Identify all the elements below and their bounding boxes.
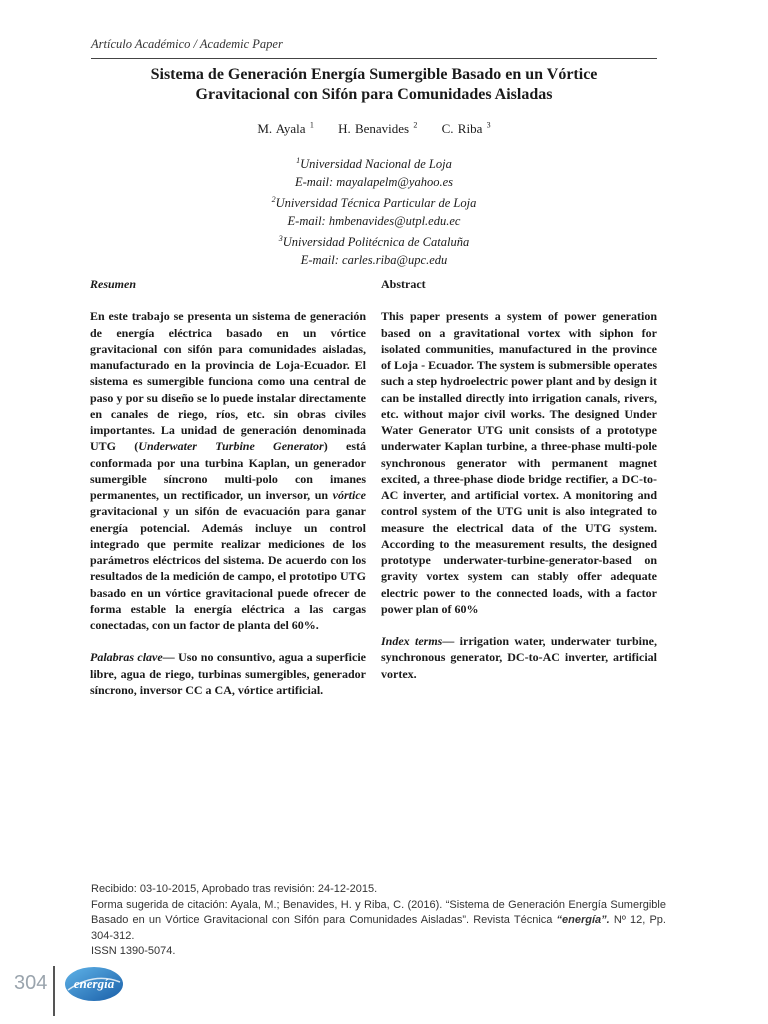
affiliation-text: Universidad Politécnica de Cataluña — [282, 235, 470, 250]
affiliation-sup: 2 — [271, 194, 276, 204]
abstract-body: This paper presents a system of power generation based on a gravitational vortex with siphon for isolated communities, manufactured in the province of Loja - Ecuador. The system is submersible operates such a step hydroelectric power plant and by design it can be installed directly into irrigation canals, rivers, etc. without major civil works. The designed Under Water Generator UTG unit consists of a prototype underwater Kaplan turbine, a three-phase multi-pole synchronous generator with permanent magnet excited, a three-phase diode bridge rectifier, a DC-to-AC inverter, and artificial vortex. A monitoring and control system of the UTG unit is also integrated to measure the electrical data of the UTG system. According to the measurement results, the designed prototype underwater-turbine-generator-based on gravity vortex system can stably offer adequate electric power to the connected loads, with a factor power plan of 60% — [381, 309, 657, 616]
header-rule — [91, 58, 657, 59]
resumen-text: ) está conformada por una turbina Kaplan, un generador sumergible síncrono multi-polo con imanes permanentes, un rectificador, un inversor, un — [90, 439, 366, 502]
paper-title — [91, 65, 657, 105]
issn: ISSN 1390-5074. — [91, 945, 176, 957]
resumen-heading: Resumen — [90, 277, 137, 291]
author-1 — [257, 121, 313, 136]
header-label: Artículo Académico / Academic Paper — [91, 37, 283, 51]
affiliations — [91, 152, 657, 269]
resumen-text: En este trabajo se presenta un sistema de generación de energía eléctrica basado en un vórtice gravitacional con sifón para comunidades aisladas, manufacturado en la provincia de Loja-Ecuador. El sistema es sumergible funciona como una central de paso y por su diseño se lo puede instalar directamente en canales de riego, ríos, etc. sin obras civiles importantes. La unidad de generación denominada UTG ( — [90, 309, 366, 454]
citation — [91, 898, 666, 945]
citation-text: Nº 12, Pp. 304-312. — [91, 914, 666, 942]
affiliation-3 — [91, 230, 657, 252]
author-3 — [442, 121, 491, 136]
email-1: E-mail: mayalapelm@yahoo.es — [295, 174, 453, 189]
resumen-italic: vórtice — [332, 488, 366, 502]
affiliation-1 — [91, 152, 657, 174]
affiliation-text: Universidad Nacional de Loja — [300, 157, 452, 172]
resumen-column — [90, 276, 366, 714]
keywords-text: Uso no consuntivo, agua a superficie libre, agua de riego, turbinas sumergibles, generador síncrono, inversor CC a CA, vórtice artificial. — [90, 650, 366, 697]
citation-journal: “energía”. — [556, 914, 610, 926]
keywords-label: Index terms— — [381, 634, 455, 648]
footer-notes — [91, 882, 666, 960]
abstract-column — [381, 276, 657, 698]
title-line-1: Sistema de Generación Energía Sumergible Basado en un Vórtice — [150, 66, 598, 83]
author-2 — [338, 121, 417, 136]
energia-logo-icon — [62, 964, 126, 1004]
author-sup: 1 — [309, 121, 314, 130]
affiliation-2 — [91, 191, 657, 213]
logo-text: energía — [73, 976, 115, 991]
author-sup: 2 — [413, 121, 418, 130]
citation-text: Forma sugerida de citación: Ayala, M.; Benavides, H. y Riba, C. (2016). “Sistema de Generación Energía Sumergible Basado en un Vórtice Gravitacional con Sifón para Comunidades Aisladas”. Revista Técnica — [91, 898, 666, 926]
email-2: E-mail: hmbenavides@utpl.edu.ec — [287, 213, 461, 228]
resumen-text: gravitacional y un sifón de evacuación para ganar energía potencial. Además incluye un control integrado que permite realizar mediciones de los parámetros eléctricos del sistema. De acuerdo con los resultados de la medición de campo, el prototipo UTG basado en un vórtice gravitacional puede ofrecer de forma estable la energía eléctrica a las cargas conectadas, con un factor de planta del 60%. — [90, 504, 366, 632]
affiliation-sup: 3 — [278, 233, 283, 243]
received-dates: Recibido: 03-10-2015, Aprobado tras revisión: 24-12-2015. — [91, 883, 378, 895]
author-name: H. Benavides — [338, 121, 410, 137]
author-name: C. Riba — [441, 121, 483, 137]
resumen-body — [90, 308, 366, 633]
author-sup: 3 — [486, 121, 491, 130]
resumen-italic: Underwater Turbine Generator — [138, 439, 324, 454]
keywords-label: Palabras clave— — [90, 650, 175, 665]
page-number: 304 — [14, 972, 48, 994]
abstract-heading: Abstract — [381, 277, 426, 291]
author-name: M. Ayala — [257, 121, 306, 137]
palabras-clave — [90, 649, 366, 698]
affiliation-sup: 1 — [296, 156, 301, 165]
title-line-2: Gravitacional con Sifón para Comunidades Aisladas — [195, 86, 553, 103]
email-3: E-mail: carles.riba@upc.edu — [300, 252, 448, 267]
authors — [91, 121, 657, 137]
page-rule — [53, 966, 55, 1016]
affiliation-text: Universidad Técnica Particular de Loja — [275, 196, 477, 211]
index-terms — [381, 633, 657, 682]
keywords-text: irrigation water, underwater turbine, synchronous generator, DC-to-AC inverter, artificial vortex. — [381, 634, 657, 681]
